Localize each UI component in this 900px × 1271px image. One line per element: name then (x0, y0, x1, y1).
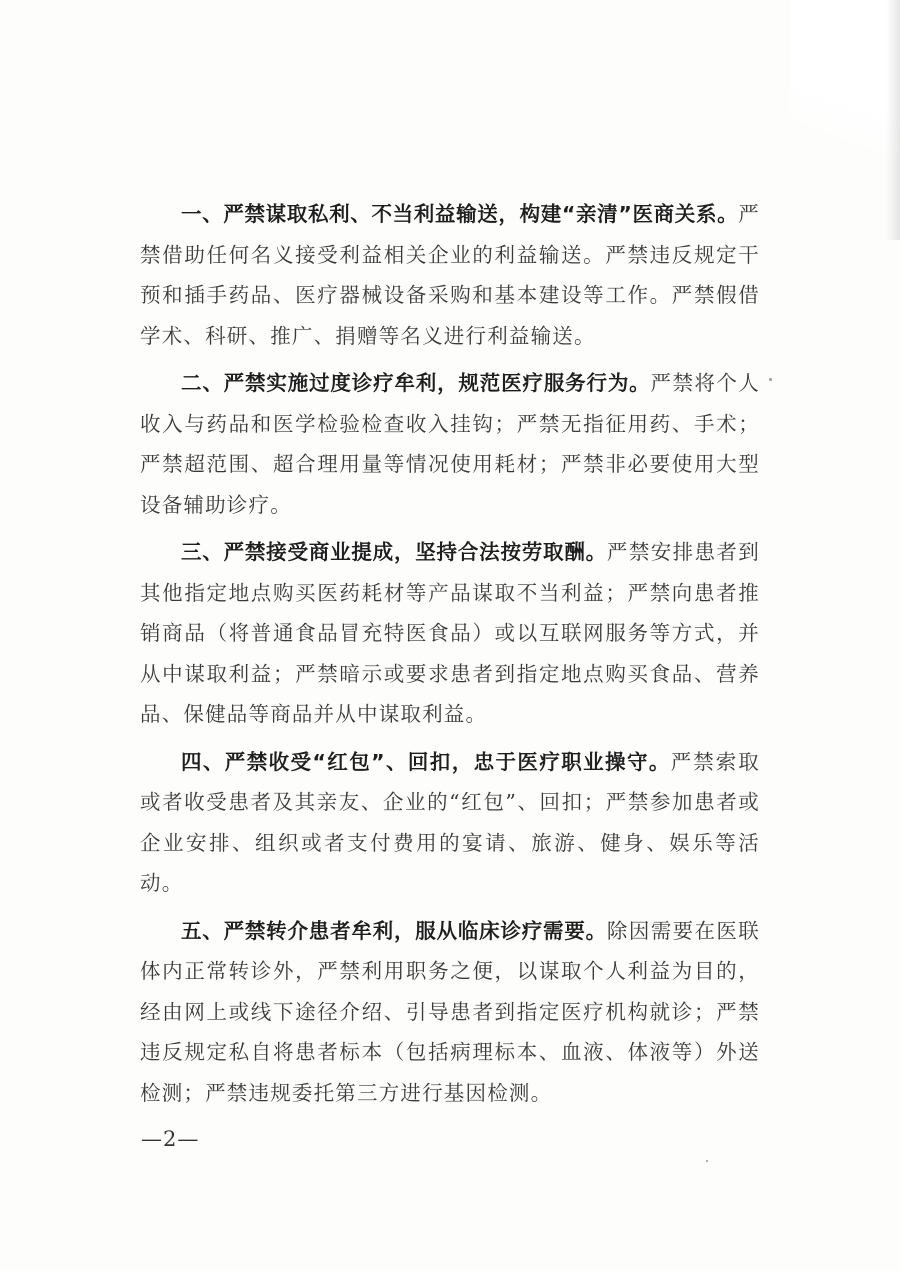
document-body (140, 194, 760, 1120)
scan-speck (706, 1160, 708, 1162)
page-corner-fold (790, 0, 900, 250)
section-1 (140, 194, 760, 356)
section-1-heading: 一、严禁谋取私利、不当利益输送，构建“亲清”医商关系。 (181, 202, 739, 226)
section-2 (140, 363, 760, 525)
section-5 (140, 911, 760, 1114)
page-number: —2— (141, 1127, 200, 1151)
section-4-body: 严禁索取或者收受患者及其亲友、企业的“红包”、回扣；严禁参加患者或企业安排、组织或者支付费用的宴请、旅游、健身、娱乐等活动。 (140, 749, 760, 895)
section-4 (140, 742, 760, 904)
section-5-body: 除因需要在医联体内正常转诊外，严禁利用职务之便，以谋取个人利益为目的，经由网上或线下途径介绍、引导患者到指定医疗机构就诊；严禁违反规定私自将患者标本（包括病理标本、血液、体液等）外送检测；严禁违规委托第三方进行基因检测。 (140, 918, 760, 1105)
section-1-body: 严禁借助任何名义接受利益相关企业的利益输送。严禁违反规定干预和插手药品、医疗器械设备采购和基本建设等工作。严禁假借学术、科研、推广、捐赠等名义进行利益输送。 (140, 202, 760, 348)
section-2-heading: 二、严禁实施过度诊疗牟利，规范医疗服务行为。 (181, 371, 651, 395)
section-4-heading: 四、严禁收受“红包”、回扣，忠于医疗职业操守。 (181, 749, 671, 774)
section-3 (140, 532, 760, 735)
section-3-body: 严禁安排患者到其他指定地点购买医药耗材等产品谋取不当利益；严禁向患者推销商品（将普通食品冒充特医食品）或以互联网服务等方式，并从中谋取利益；严禁暗示或要求患者到指定地点购买食品、营养品、保健品等商品并从中谋取利益。 (140, 540, 760, 726)
page-edge-shadow (886, 0, 900, 240)
section-3-heading: 三、严禁接受商业提成，坚持合法按劳取酬。 (181, 540, 607, 564)
section-2-body: 严禁将个人收入与药品和医学检验检查收入挂钩；严禁无指征用药、手术；严禁超范围、超合理用量等情况使用耗材；严禁非必要使用大型设备辅助诊疗。 (140, 371, 760, 517)
section-5-heading: 五、严禁转介患者牟利，服从临床诊疗需要。 (181, 918, 607, 943)
scan-speck (769, 378, 772, 381)
